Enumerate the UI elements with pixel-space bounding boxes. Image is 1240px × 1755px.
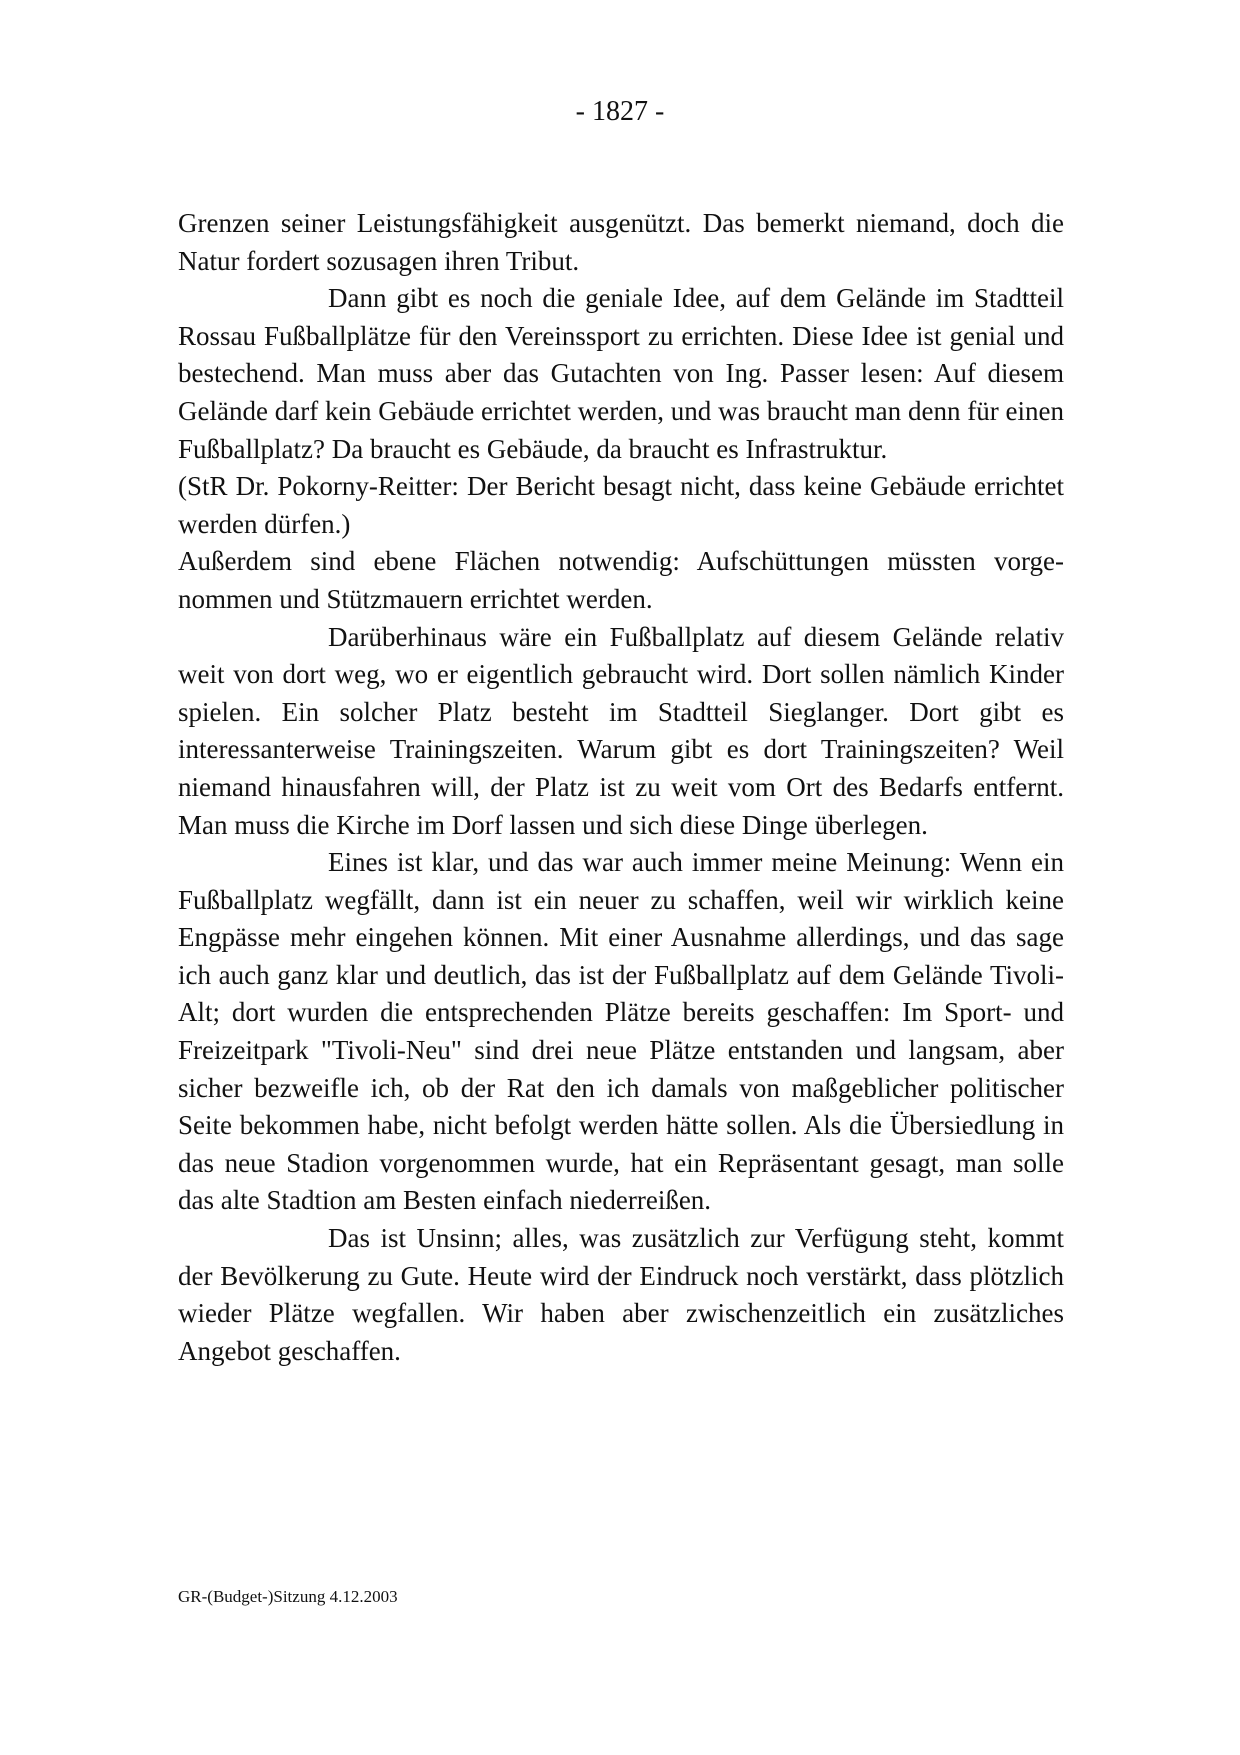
footer-session-label: GR-(Budget-)Sitzung 4.12.2003 — [178, 1587, 398, 1606]
paragraph: Darüberhinaus wäre ein Fußballplatz auf diesem Gelände relativ weit von dort weg, wo er eigentlich gebraucht wird. Dort sollen nämlich Kinder spielen. Ein solcher Platz besteht im Stadtteil Sieglanger. Dort gibt es interessanterweise Trainingszeiten. Warum gibt es dort Trainingszeiten? Weil niemand hinausfahren will, der Platz ist zu weit vom Ort des Bedarfs entfernt. Man muss die Kirche im Dorf lassen und sich diese Dinge überlegen. — [178, 621, 1064, 840]
paragraph: Grenzen seiner Leistungsfähigkeit ausgenützt. Das bemerkt niemand, doch die Natur fordert sozusagen ihren Tribut. — [178, 208, 1064, 276]
paragraph: Dann gibt es noch die geniale Idee, auf dem Gelände im Stadtteil Rossau Fußballplätze für den Vereinssport zu errichten. Diese Idee ist genial und bestechend. Man muss aber das Gutachten von Ing. Passer lesen: Auf diesem Gelände darf kein Gebäude errichtet werden, und was braucht man denn für einen Fußballplatz? Da braucht es Gebäude, da braucht es Infrastruktur. — [178, 283, 1064, 464]
page-number: - 1827 - — [575, 96, 665, 127]
paragraph: Das ist Unsinn; alles, was zusätzlich zur Verfügung steht, kommt der Bevölkerung zu Gute. Heute wird der Eindruck noch verstärkt, dass plötzlich wieder Plätze wegfallen. Wir haben aber zwischenzeitlich ein zusätzliches Angebot geschaffen. — [178, 1223, 1064, 1366]
paragraph: Außerdem sind ebene Flächen notwendig: Aufschüttungen müssten vorgenommen und Stützmauern errichtet werden. — [178, 546, 1064, 614]
document-body — [178, 205, 1064, 1370]
paragraph: Eines ist klar, und das war auch immer meine Meinung: Wenn ein Fußballplatz wegfällt, dann ist ein neuer zu schaffen, weil wir wirklich keine Engpässe mehr eingehen können. Mit einer Ausnahme allerdings, und das sage ich auch ganz klar und deutlich, das ist der Fußballplatz auf dem Gelände Tivoli-Alt; dort wurden die entsprechenden Plätze bereits geschaffen: Im Sport- und Freizeitpark "Tivoli-Neu" sind drei neue Plätze entstanden und langsam, aber sicher bezweifle ich, ob der Rat den ich damals von maßgeblicher politischer Seite bekommen habe, nicht befolgt werden hätte sollen. Als die Übersiedlung in das neue Stadion vorgenommen wurde, hat ein Repräsentant gesagt, man solle das alte Stadtion am Besten einfach niederreißen. — [178, 847, 1064, 1216]
interjection: (StR Dr. Pokorny-Reitter: Der Bericht besagt nicht, dass keine Gebäude errichtet werden dürfen.) — [178, 471, 1064, 539]
